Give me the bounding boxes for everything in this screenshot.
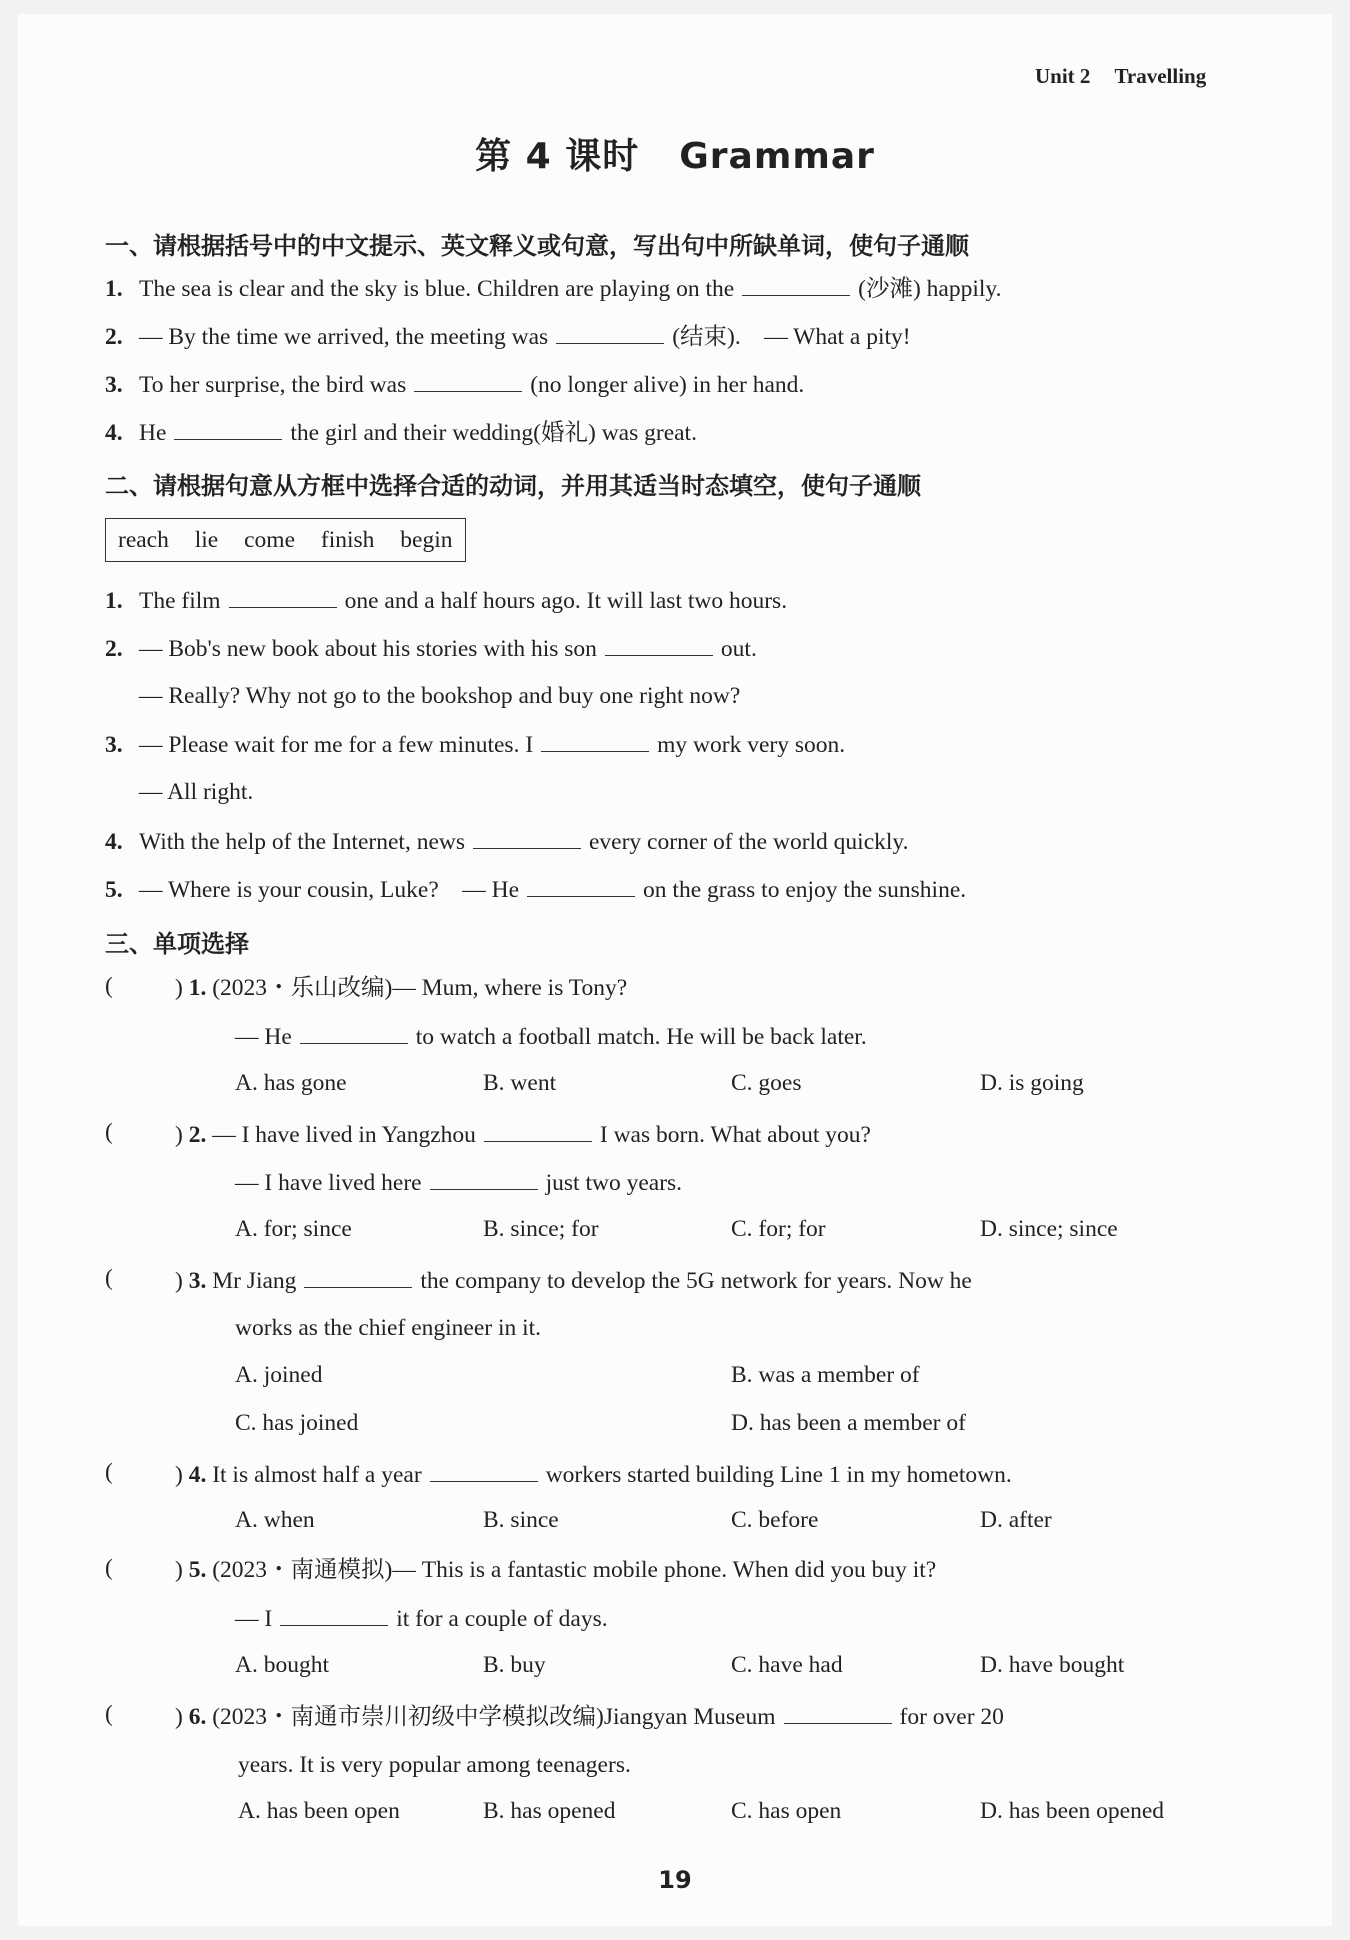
option[interactable]: C. before (731, 1507, 819, 1533)
word-option: begin (400, 527, 453, 553)
option[interactable]: D. have bought (980, 1652, 1125, 1678)
answer-bracket[interactable]: ( (105, 1555, 113, 1581)
answer-bracket[interactable]: ( (105, 1265, 113, 1291)
q2-line1: ) 2. — I have lived in Yangzhou I was born. What about you? (175, 1119, 871, 1150)
answer-blank[interactable] (430, 1167, 538, 1190)
option[interactable]: D. after (980, 1507, 1052, 1533)
answer-bracket[interactable]: ( (105, 1701, 113, 1727)
option[interactable]: B. has opened (483, 1798, 616, 1824)
s2-item-4: 4. With the help of the Internet, news every corner of the world quickly. (105, 826, 909, 857)
answer-blank[interactable] (784, 1701, 892, 1724)
word-option: finish (320, 527, 375, 553)
s2-item-3-reply: — All right. (139, 779, 254, 805)
answer-blank[interactable] (484, 1119, 592, 1142)
option[interactable]: A. has been open (238, 1798, 400, 1824)
answer-blank[interactable] (541, 729, 649, 752)
section1-heading: 一、请根据括号中的中文提示、英文释义或句意，写出句中所缺单词，使句子通顺 (105, 232, 969, 260)
q2-line2: — I have lived here just two years. (235, 1167, 682, 1198)
option[interactable]: A. for; since (235, 1216, 352, 1242)
option[interactable]: C. have had (731, 1652, 843, 1678)
option[interactable]: D. has been a member of (731, 1410, 966, 1436)
section3-heading: 三、单项选择 (105, 930, 249, 958)
word-option: reach (118, 527, 169, 553)
option[interactable]: C. goes (731, 1070, 802, 1096)
page-title (0, 128, 1350, 179)
answer-blank[interactable] (556, 321, 664, 344)
answer-blank[interactable] (527, 874, 635, 897)
option[interactable]: D. has been opened (980, 1798, 1165, 1824)
answer-blank[interactable] (742, 273, 850, 296)
answer-blank[interactable] (605, 633, 713, 656)
s1-item-1: 1. The sea is clear and the sky is blue. Children are playing on the (沙滩) happily. (105, 273, 1002, 304)
lesson-number: 第 4 课时 (475, 136, 640, 177)
option[interactable]: B. since (483, 1507, 559, 1533)
answer-bracket[interactable]: ( (105, 1119, 113, 1145)
option[interactable]: A. when (235, 1507, 315, 1533)
option[interactable]: A. joined (235, 1362, 323, 1388)
option[interactable]: D. is going (980, 1070, 1084, 1096)
running-header (1035, 64, 1206, 89)
q4-line1: ) 4. It is almost half a year workers started building Line 1 in my hometown. (175, 1459, 1012, 1490)
answer-blank[interactable] (430, 1459, 538, 1482)
s2-item-1: 1. The film one and a half hours ago. It will last two hours. (105, 585, 787, 616)
q5-line2: — I it for a couple of days. (235, 1603, 608, 1634)
section2-heading: 二、请根据句意从方框中选择合适的动词，并用其适当时态填空，使句子通顺 (105, 472, 921, 500)
page-number: 19 (658, 1866, 692, 1894)
s2-item-3: 3. — Please wait for me for a few minutes. I my work very soon. (105, 729, 845, 760)
option[interactable]: C. for; for (731, 1216, 826, 1242)
lesson-topic: Grammar (679, 136, 875, 177)
q1-line1: ) 1. (2023・乐山改编)— Mum, where is Tony? (175, 975, 628, 1001)
unit-label: Unit 2 (1035, 64, 1091, 88)
s2-item-2-reply: — Really? Why not go to the bookshop and buy one right now? (139, 683, 741, 709)
word-option: come (244, 527, 296, 553)
s1-item-3: 3. To her surprise, the bird was (no longer alive) in her hand. (105, 369, 804, 400)
word-box (105, 518, 466, 562)
option[interactable]: C. has open (731, 1798, 842, 1824)
answer-blank[interactable] (280, 1603, 388, 1626)
option[interactable]: B. went (483, 1070, 557, 1096)
answer-blank[interactable] (304, 1265, 412, 1288)
unit-topic: Travelling (1114, 64, 1207, 88)
option[interactable]: B. since; for (483, 1216, 599, 1242)
q3-line1: ) 3. Mr Jiang the company to develop the 5G network for years. Now he (175, 1265, 972, 1296)
q6-line1: ) 6. (2023・南通市崇川初级中学模拟改编)Jiangyan Museum for over 20 (175, 1701, 1004, 1732)
answer-blank[interactable] (174, 417, 282, 440)
s2-item-2: 2. — Bob's new book about his stories with his son out. (105, 633, 757, 664)
word-option: lie (194, 527, 219, 553)
option[interactable]: A. has gone (235, 1070, 347, 1096)
answer-blank[interactable] (414, 369, 522, 392)
option[interactable]: A. bought (235, 1652, 329, 1678)
option[interactable]: B. was a member of (731, 1362, 920, 1388)
q5-line1: ) 5. (2023・南通模拟)— This is a fantastic mobile phone. When did you buy it? (175, 1557, 937, 1583)
s1-item-2: 2. — By the time we arrived, the meeting was (结束). — What a pity! (105, 321, 911, 352)
s1-item-4: 4. He the girl and their wedding(婚礼) was great. (105, 417, 697, 448)
answer-blank[interactable] (229, 585, 337, 608)
answer-blank[interactable] (473, 826, 581, 849)
q1-line2: — He to watch a football match. He will be back later. (235, 1021, 867, 1052)
q6-line2: years. It is very popular among teenagers. (238, 1752, 631, 1778)
q3-line2: works as the chief engineer in it. (235, 1315, 542, 1341)
s2-item-5: 5. — Where is your cousin, Luke? — He on the grass to enjoy the sunshine. (105, 874, 966, 905)
answer-blank[interactable] (300, 1021, 408, 1044)
answer-bracket[interactable]: ( (105, 1459, 113, 1485)
option[interactable]: B. buy (483, 1652, 546, 1678)
option[interactable]: C. has joined (235, 1410, 359, 1436)
answer-bracket[interactable]: ( (105, 973, 113, 999)
option[interactable]: D. since; since (980, 1216, 1118, 1242)
